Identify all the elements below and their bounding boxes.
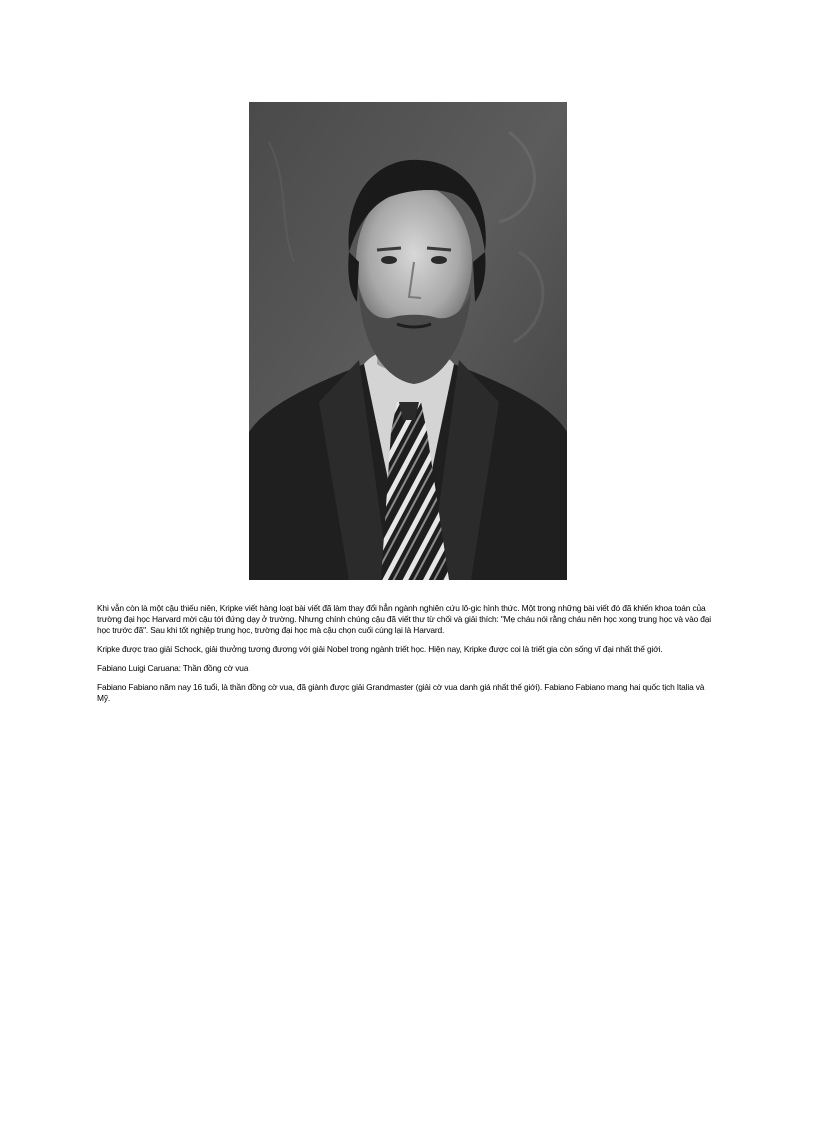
paragraph-kripke-youth: Khi vẫn còn là một cậu thiếu niên, Kripke viết hàng loạt bài viết đã làm thay đổi hẳn ngành nghiên cứu lô-gic hình thức. Một trong những bài viết đó đã khiến khoa toán của trường đại học Harvard mời cậu tới đứng dạy ở trường. Nhưng chính chúng cậu đã viết thư từ chối và giải thích: "Mẹ cháu nói rằng cháu nên học xong trung học và vào đại học trước đã". Sau khi tốt nghiệp trung học, trường đại học mà cậu chọn cuối cùng lại là Harvard. (97, 603, 711, 635)
paragraph-kripke-award: Kripke được trao giải Schock, giải thưởng tương đương với giải Nobel trong ngành triết học. Hiện nay, Kripke được coi là triết gia còn sống vĩ đại nhất thế giới. (97, 644, 663, 654)
paragraph-caruana: Fabiano Fabiano năm nay 16 tuổi, là thần đồng cờ vua, đã giành được giải Grandmaster (giải cờ vua danh giá nhất thế giới). Fabiano Fabiano mang hai quốc tịch Italia và Mỹ. (97, 682, 705, 703)
article-text (97, 603, 719, 712)
portrait-photo (249, 102, 567, 580)
portrait-photo-icon (249, 102, 567, 580)
section-heading-caruana: Fabiano Luigi Caruana: Thần đồng cờ vua (97, 663, 249, 673)
